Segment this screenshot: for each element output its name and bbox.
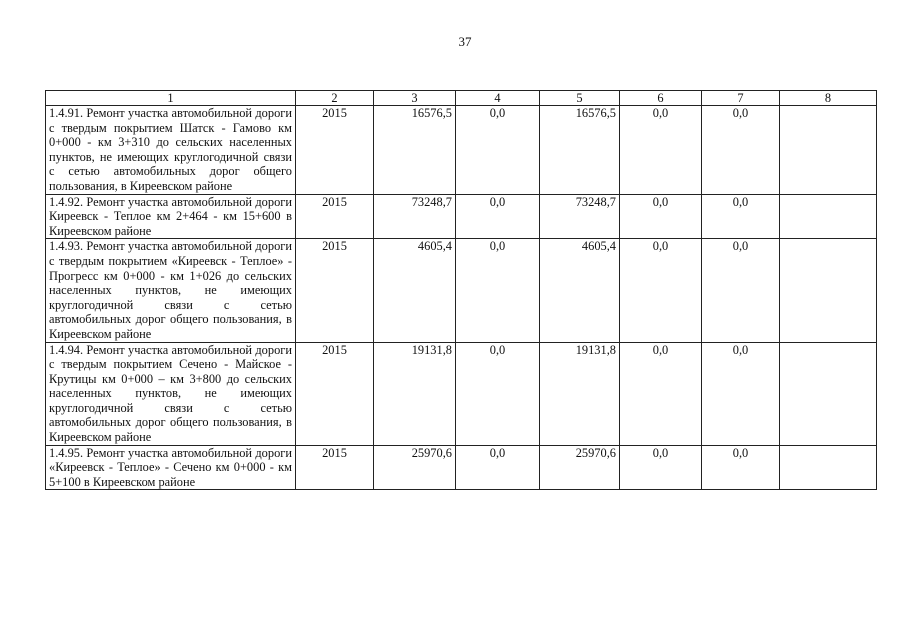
table-row bbox=[46, 106, 877, 195]
header-cell-8: 8 bbox=[780, 91, 877, 106]
header-cell-6: 6 bbox=[620, 91, 702, 106]
program-table bbox=[45, 90, 877, 490]
row-col6-value: 0,0 bbox=[620, 106, 702, 195]
table-body bbox=[46, 106, 877, 490]
row-col3-value: 16576,5 bbox=[374, 106, 456, 195]
row-col4-value: 0,0 bbox=[456, 342, 540, 445]
row-col8-value bbox=[780, 194, 877, 239]
row-year: 2015 bbox=[296, 106, 374, 195]
row-col5-value: 73248,7 bbox=[540, 194, 620, 239]
row-col8-value bbox=[780, 445, 877, 490]
row-col4-value: 0,0 bbox=[456, 445, 540, 490]
row-col6-value: 0,0 bbox=[620, 194, 702, 239]
row-col7-value: 0,0 bbox=[702, 445, 780, 490]
row-year: 2015 bbox=[296, 342, 374, 445]
row-description: 1.4.92. Ремонт участка автомобильной дороги Киреевск - Теплое км 2+464 - км 15+600 в Киреевском районе bbox=[46, 194, 296, 239]
row-description: 1.4.95. Ремонт участка автомобильной дороги «Киреевск - Теплое» - Сечено км 0+000 - км 5+100 в Киреевском районе bbox=[46, 445, 296, 490]
row-col4-value: 0,0 bbox=[456, 106, 540, 195]
row-col4-value: 0,0 bbox=[456, 194, 540, 239]
row-col5-value: 4605,4 bbox=[540, 239, 620, 342]
row-col8-value bbox=[780, 106, 877, 195]
row-col3-value: 73248,7 bbox=[374, 194, 456, 239]
row-col3-value: 4605,4 bbox=[374, 239, 456, 342]
row-description: 1.4.94. Ремонт участка автомобильной дороги с твердым покрытием Сечено - Майское - Крутицы км 0+000 – км 3+800 до сельских населенных пунктов, не имеющих круглогодичной связи с сетью автомобильных дорог общего пользования, в Киреевском районе bbox=[46, 342, 296, 445]
row-col3-value: 25970,6 bbox=[374, 445, 456, 490]
row-year: 2015 bbox=[296, 445, 374, 490]
header-row bbox=[46, 91, 877, 106]
row-col4-value: 0,0 bbox=[456, 239, 540, 342]
table-row bbox=[46, 194, 877, 239]
row-col8-value bbox=[780, 342, 877, 445]
header-cell-3: 3 bbox=[374, 91, 456, 106]
row-col6-value: 0,0 bbox=[620, 342, 702, 445]
row-col7-value: 0,0 bbox=[702, 239, 780, 342]
row-col5-value: 16576,5 bbox=[540, 106, 620, 195]
row-description: 1.4.93. Ремонт участка автомобильной дороги с твердым покрытием «Киреевск - Теплое» - Прогресс км 0+000 - км 1+026 до сельских населенных пунктов, не имеющих круглогодичной связи с сетью автомобильных дорог общего пользования, в Киреевском районе bbox=[46, 239, 296, 342]
row-col7-value: 0,0 bbox=[702, 106, 780, 195]
row-year: 2015 bbox=[296, 239, 374, 342]
table-header bbox=[46, 91, 877, 106]
page-number: 37 bbox=[458, 34, 472, 49]
header-cell-5: 5 bbox=[540, 91, 620, 106]
row-col8-value bbox=[780, 239, 877, 342]
header-cell-4: 4 bbox=[456, 91, 540, 106]
row-col6-value: 0,0 bbox=[620, 445, 702, 490]
row-description: 1.4.91. Ремонт участка автомобильной дороги с твердым покрытием Шатск - Гамово км 0+000 - км 3+310 до сельских населенных пунктов, не имеющих круглогодичной связи с сетью автомобильных дорог общего пользования, в Киреевском районе bbox=[46, 106, 296, 195]
row-col7-value: 0,0 bbox=[702, 342, 780, 445]
header-cell-7: 7 bbox=[702, 91, 780, 106]
header-cell-2: 2 bbox=[296, 91, 374, 106]
header-cell-1: 1 bbox=[46, 91, 296, 106]
row-col3-value: 19131,8 bbox=[374, 342, 456, 445]
table-row bbox=[46, 342, 877, 445]
table-row bbox=[46, 239, 877, 342]
row-year: 2015 bbox=[296, 194, 374, 239]
row-col5-value: 25970,6 bbox=[540, 445, 620, 490]
table-row bbox=[46, 445, 877, 490]
row-col5-value: 19131,8 bbox=[540, 342, 620, 445]
row-col6-value: 0,0 bbox=[620, 239, 702, 342]
row-col7-value: 0,0 bbox=[702, 194, 780, 239]
